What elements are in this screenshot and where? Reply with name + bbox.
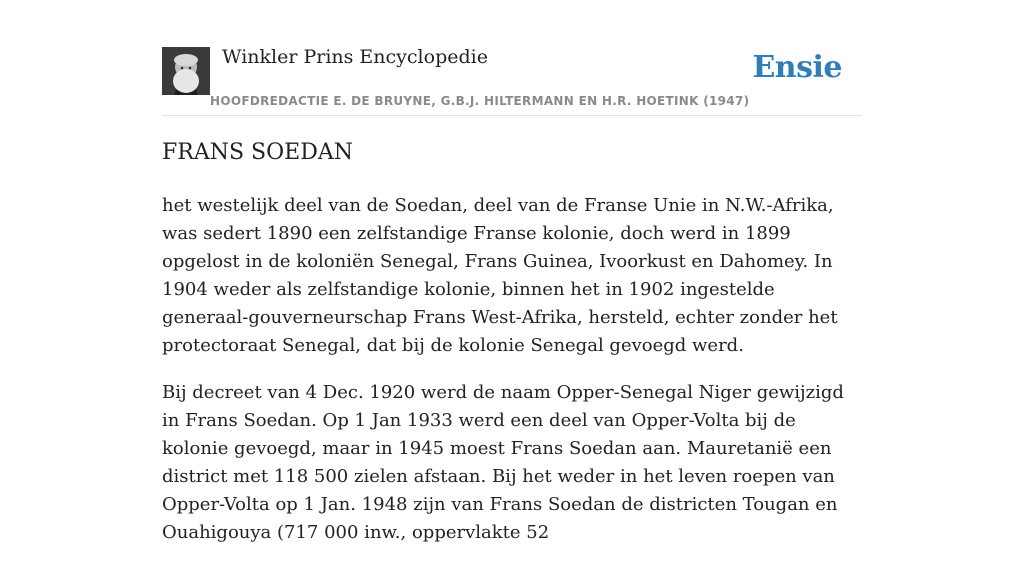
site-header [162, 0, 862, 116]
ensie-logo[interactable]: Ensie [752, 50, 842, 85]
author-avatar-icon[interactable] [162, 47, 210, 95]
article-title: FRANS SOEDAN [162, 140, 353, 165]
article-paragraph: Bij decreet van 4 Dec. 1920 werd de naam Opper-Senegal Niger gewijzigd in Frans Soedan. Op 1 Jan 1933 werd een deel van Opper-Volta bij de kolonie gevoegd, maar in 1945 moest Frans Soedan aan. Mauretanië een district met 118 500 zielen afstaan. Bij het weder in het leven roepen van Opper-Volta op 1 Jan. 1948 zijn van Frans Soedan de districten Tougan en Ouahigouya (717 000 inw., oppervlakte 52 [162, 382, 844, 543]
page-container [162, 0, 862, 543]
encyclopedia-title[interactable]: Winkler Prins Encyclopedie [222, 46, 488, 68]
editors-subtitle: HOOFDREDACTIE E. DE BRUYNE, G.B.J. HILTERMANN EN H.R. HOETINK (1947) [210, 94, 750, 108]
article-body [162, 192, 862, 566]
article-paragraph: het westelijk deel van de Soedan, deel van de Franse Unie in N.W.-Afrika, was sedert 1890 een zelfstandige Franse kolonie, doch werd in 1899 opgelost in de koloniën Senegal, Frans Guinea, Ivoorkust en Dahomey. In 1904 weder als zelfstandige kolonie, binnen het in 1902 ingestelde generaal-gouverneurschap Frans West-Afrika, hersteld, echter zonder het protectoraat Senegal, dat bij de kolonie Senegal gevoegd werd. [162, 195, 838, 356]
